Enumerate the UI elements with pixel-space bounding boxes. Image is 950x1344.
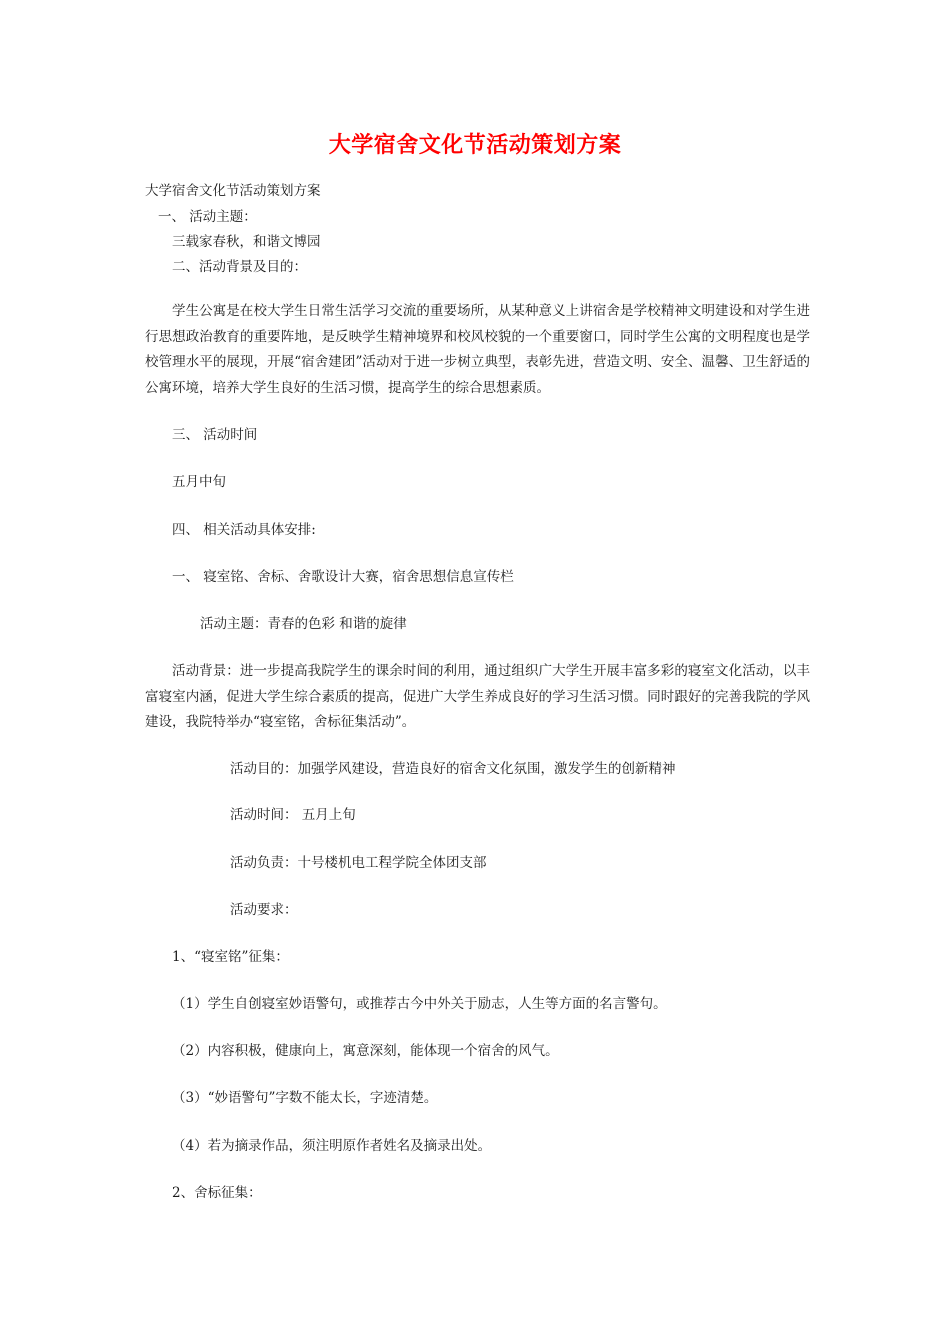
subsection-1-requirements: 活动要求：: [230, 902, 298, 918]
section-3-content: 五月中旬: [172, 474, 226, 490]
requirement-1-item-3: （3）“妙语警句”字数不能太长，字迹清楚。: [172, 1090, 438, 1106]
requirement-2-heading: 2、舍标征集：: [172, 1185, 262, 1201]
section-4-heading: 四、 相关活动具体安排:: [172, 522, 316, 538]
requirement-1-item-2: （2）内容积极，健康向上，寓意深刻，能体现一个宿舍的风气。: [172, 1043, 559, 1059]
subsection-1-time: 活动时间： 五月上旬: [230, 807, 356, 823]
document-title: 大学宿舍文化节活动策划方案: [328, 133, 622, 158]
subsection-1-owner: 活动负责：十号楼机电工程学院全体团支部: [230, 855, 487, 871]
section-1-heading: 一、 活动主题：: [158, 209, 257, 225]
section-2-paragraph: 学生公寓是在校大学生日常生活学习交流的重要场所，从某种意义上讲宿舍是学校精神文明建设和对学生进行思想政治教育的重要阵地，是反映学生精神境界和校风校貌的一个重要窗口，同时学生公寓的文明程度也是学校管理水平的展现，开展“宿舍建团”活动对于进一步树立典型，表彰先进，营造文明、安全、温馨、卫生舒适的公寓环境，培养大学生良好的生活习惯，提高学生的综合思想素质。: [145, 303, 810, 396]
requirement-1-item-1: （1）学生自创寝室妙语警句，或推荐古今中外关于励志，人生等方面的名言警句。: [172, 996, 667, 1012]
requirement-1-heading: 1、“寝室铭”征集：: [172, 949, 289, 965]
requirement-1-item-4: （4）若为摘录作品，须注明原作者姓名及摘录出处。: [172, 1138, 492, 1154]
subsection-1-heading: 一、 寝室铭、舍标、舍歌设计大赛，宿舍思想信息宣传栏: [172, 569, 514, 585]
subsection-1-background: 活动背景：进一步提高我院学生的课余时间的利用，通过组织广大学生开展丰富多彩的寝室文化活动，以丰富寝室内涵，促进大学生综合素质的提高，促进广大学生养成良好的学习生活习惯。同时跟好的完善我院的学风建设，我院特举办“寝室铭，舍标征集活动”。: [145, 663, 810, 730]
subsection-1-theme: 活动主题：青春的色彩 和谐的旋律: [200, 616, 407, 632]
document-subtitle: 大学宿舍文化节活动策划方案: [145, 183, 321, 199]
subsection-1-purpose: 活动目的：加强学风建设，营造良好的宿舍文化氛围，激发学生的创新精神: [230, 761, 676, 777]
section-2-heading: 二、活动背景及目的：: [172, 259, 307, 275]
section-3-heading: 三、 活动时间: [172, 427, 258, 443]
section-1-content: 三载家春秋，和谐文博园: [172, 234, 321, 250]
